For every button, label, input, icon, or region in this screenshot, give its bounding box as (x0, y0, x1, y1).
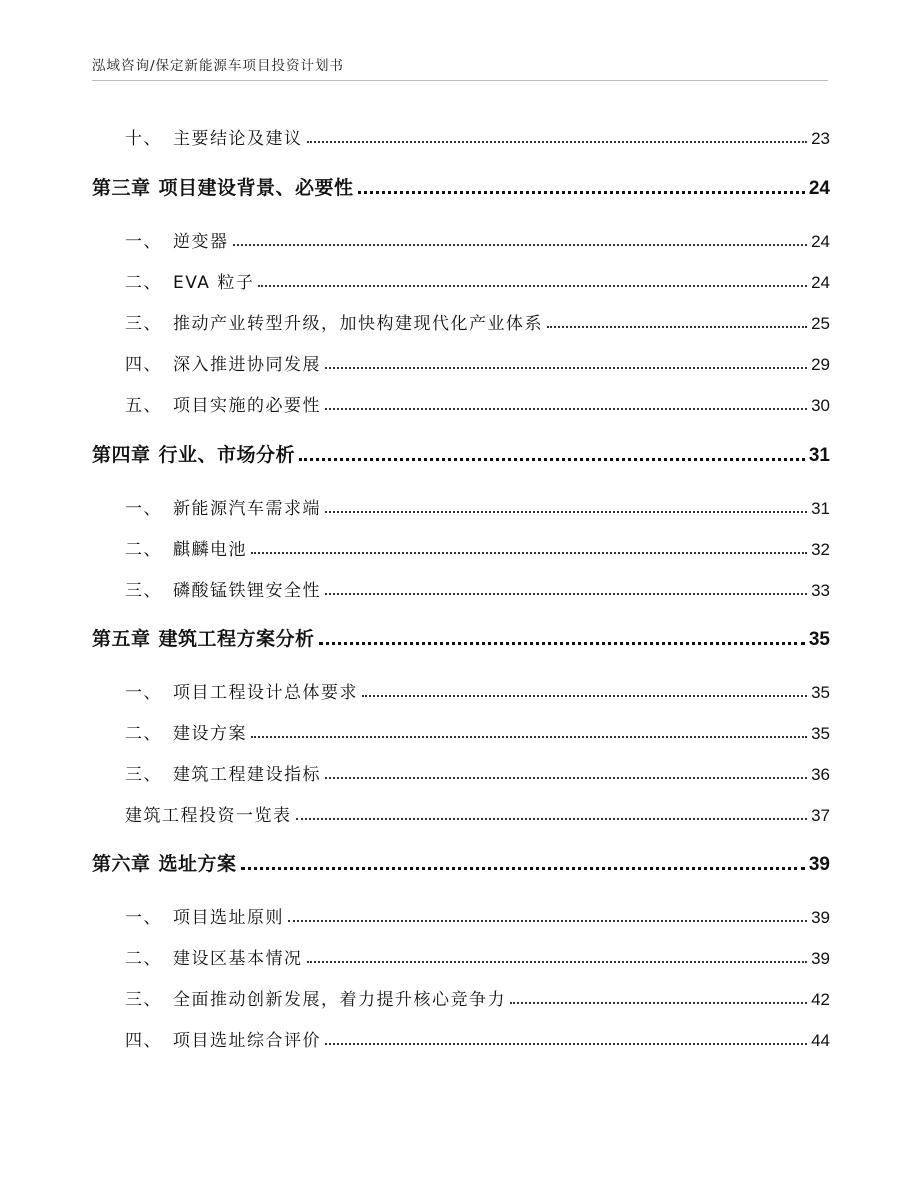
toc-chapter-4[interactable] (92, 437, 830, 467)
dot-leader (319, 642, 805, 645)
toc-entry-number: 四、 (125, 355, 162, 375)
toc-entry-page: 25 (811, 314, 830, 333)
dot-leader (325, 511, 807, 513)
toc-entry-title: 项目选址综合评价 (173, 1031, 321, 1051)
page-header: 泓域咨询/保定新能源车项目投资计划书 (92, 58, 345, 74)
toc-entry-lmfp-safety[interactable] (125, 571, 830, 601)
toc-entry-title: 建筑工程投资一览表 (125, 806, 292, 826)
toc-entry-page: 30 (811, 396, 830, 415)
toc-chapter-number: 第四章 (92, 444, 151, 466)
toc-entry-title: 深入推进协同发展 (173, 355, 321, 375)
toc-chapter-number: 第六章 (92, 853, 151, 875)
toc-entry-page: 24 (811, 273, 830, 292)
toc-entry-page: 39 (811, 908, 830, 927)
toc-entry-site-evaluation[interactable] (125, 1021, 830, 1051)
toc-entry-title: 麒麟电池 (173, 540, 247, 560)
toc-entry-design-requirements[interactable] (125, 673, 830, 703)
toc-entry-number: 二、 (125, 949, 162, 969)
toc-entry-title: 全面推动创新发展，着力提升核心竞争力 (173, 990, 506, 1010)
toc-entry-title: 项目选址原则 (173, 908, 284, 928)
toc-chapter-title: 建筑工程方案分析 (158, 628, 315, 650)
dot-leader (325, 367, 807, 369)
dot-leader (251, 552, 807, 554)
dot-leader (296, 818, 808, 820)
dot-leader (325, 777, 807, 779)
toc-entry-site-principles[interactable] (125, 898, 830, 928)
toc-entry-number: 三、 (125, 765, 162, 785)
toc-entry-industry-upgrade[interactable] (125, 304, 830, 334)
toc-chapter-page: 39 (808, 854, 830, 875)
toc-chapter-number: 第三章 (92, 177, 151, 199)
toc-entry-necessity[interactable] (125, 386, 830, 416)
dot-leader (258, 285, 807, 287)
toc-chapter-3[interactable] (92, 170, 830, 200)
toc-entry-number: 二、 (125, 724, 162, 744)
toc-entry-title: 磷酸锰铁锂安全性 (173, 581, 321, 601)
toc-entry-title: 推动产业转型升级，加快构建现代化产业体系 (173, 314, 543, 334)
toc-entry-page: 35 (811, 683, 830, 702)
toc-entry-inverter[interactable] (125, 222, 830, 252)
toc-entry-coordinated-development[interactable] (125, 345, 830, 375)
toc-entry-page: 23 (811, 129, 830, 148)
toc-entry-page: 44 (811, 1031, 830, 1050)
toc-entry-ev-demand[interactable] (125, 489, 830, 519)
toc-entry-title: 建设区基本情况 (173, 949, 303, 969)
toc-entry-number: 二、 (125, 273, 162, 293)
toc-entry-number: 三、 (125, 314, 162, 334)
toc-chapter-page: 31 (808, 445, 830, 466)
toc-entry-page: 37 (811, 806, 830, 825)
toc-chapter-number: 第五章 (92, 628, 151, 650)
toc-entry-title: 项目实施的必要性 (173, 396, 321, 416)
toc-chapter-page: 24 (808, 178, 830, 199)
dot-leader (325, 593, 807, 595)
toc-chapter-5[interactable] (92, 621, 830, 651)
dot-leader (241, 867, 805, 870)
dot-leader (358, 191, 805, 194)
toc-entry-page: 36 (811, 765, 830, 784)
toc-entry-title: 逆变器 (173, 232, 229, 252)
toc-entry-title: 项目工程设计总体要求 (173, 683, 358, 703)
toc-chapter-title: 选址方案 (158, 853, 237, 875)
dot-leader (307, 961, 808, 963)
dot-leader (510, 1002, 807, 1004)
toc-entry-number: 十、 (125, 129, 162, 149)
toc-entry-number: 一、 (125, 683, 162, 703)
toc-entry-page: 29 (811, 355, 830, 374)
dot-leader (325, 1043, 807, 1045)
toc-entry-number: 一、 (125, 499, 162, 519)
toc-entry-construction-indicators[interactable] (125, 755, 830, 785)
toc-entry-investment-table[interactable] (125, 796, 830, 826)
toc-entry-number: 一、 (125, 232, 162, 252)
toc-chapter-title: 项目建设背景、必要性 (158, 177, 354, 199)
toc-chapter-6[interactable] (92, 846, 830, 876)
toc-entry-page: 42 (811, 990, 830, 1009)
toc-chapter-title: 行业、市场分析 (158, 444, 296, 466)
dot-leader (362, 695, 807, 697)
dot-leader (299, 458, 805, 461)
toc-entry-page: 33 (811, 581, 830, 600)
toc-entry-number: 三、 (125, 990, 162, 1010)
dot-leader (547, 326, 807, 328)
toc-entry-page: 24 (811, 232, 830, 251)
toc-entry-innovation[interactable] (125, 980, 830, 1010)
toc-entry-title: 建筑工程建设指标 (173, 765, 321, 785)
dot-leader (233, 244, 808, 246)
dot-leader (325, 408, 807, 410)
dot-leader (251, 736, 807, 738)
toc-entry-number: 四、 (125, 1031, 162, 1051)
toc-entry-zone-overview[interactable] (125, 939, 830, 969)
toc-entry-title: EVA 粒子 (173, 273, 255, 293)
toc-entry-conclusions[interactable] (125, 119, 830, 149)
toc-entry-title: 新能源汽车需求端 (173, 499, 321, 519)
toc-entry-number: 一、 (125, 908, 162, 928)
dot-leader (288, 920, 807, 922)
toc-entry-number: 二、 (125, 540, 162, 560)
toc-entry-title: 建设方案 (173, 724, 247, 744)
toc-entry-page: 39 (811, 949, 830, 968)
dot-leader (307, 141, 808, 143)
toc-entry-qilin-battery[interactable] (125, 530, 830, 560)
toc-chapter-page: 35 (808, 629, 830, 650)
toc-entry-page: 32 (811, 540, 830, 559)
toc-entry-title: 主要结论及建议 (173, 129, 303, 149)
toc-entry-eva[interactable] (125, 263, 830, 293)
toc-entry-construction-plan[interactable] (125, 714, 830, 744)
toc-entry-page: 31 (811, 499, 830, 518)
toc-entry-number: 三、 (125, 581, 162, 601)
toc-entry-number: 五、 (125, 396, 162, 416)
toc-entry-page: 35 (811, 724, 830, 743)
